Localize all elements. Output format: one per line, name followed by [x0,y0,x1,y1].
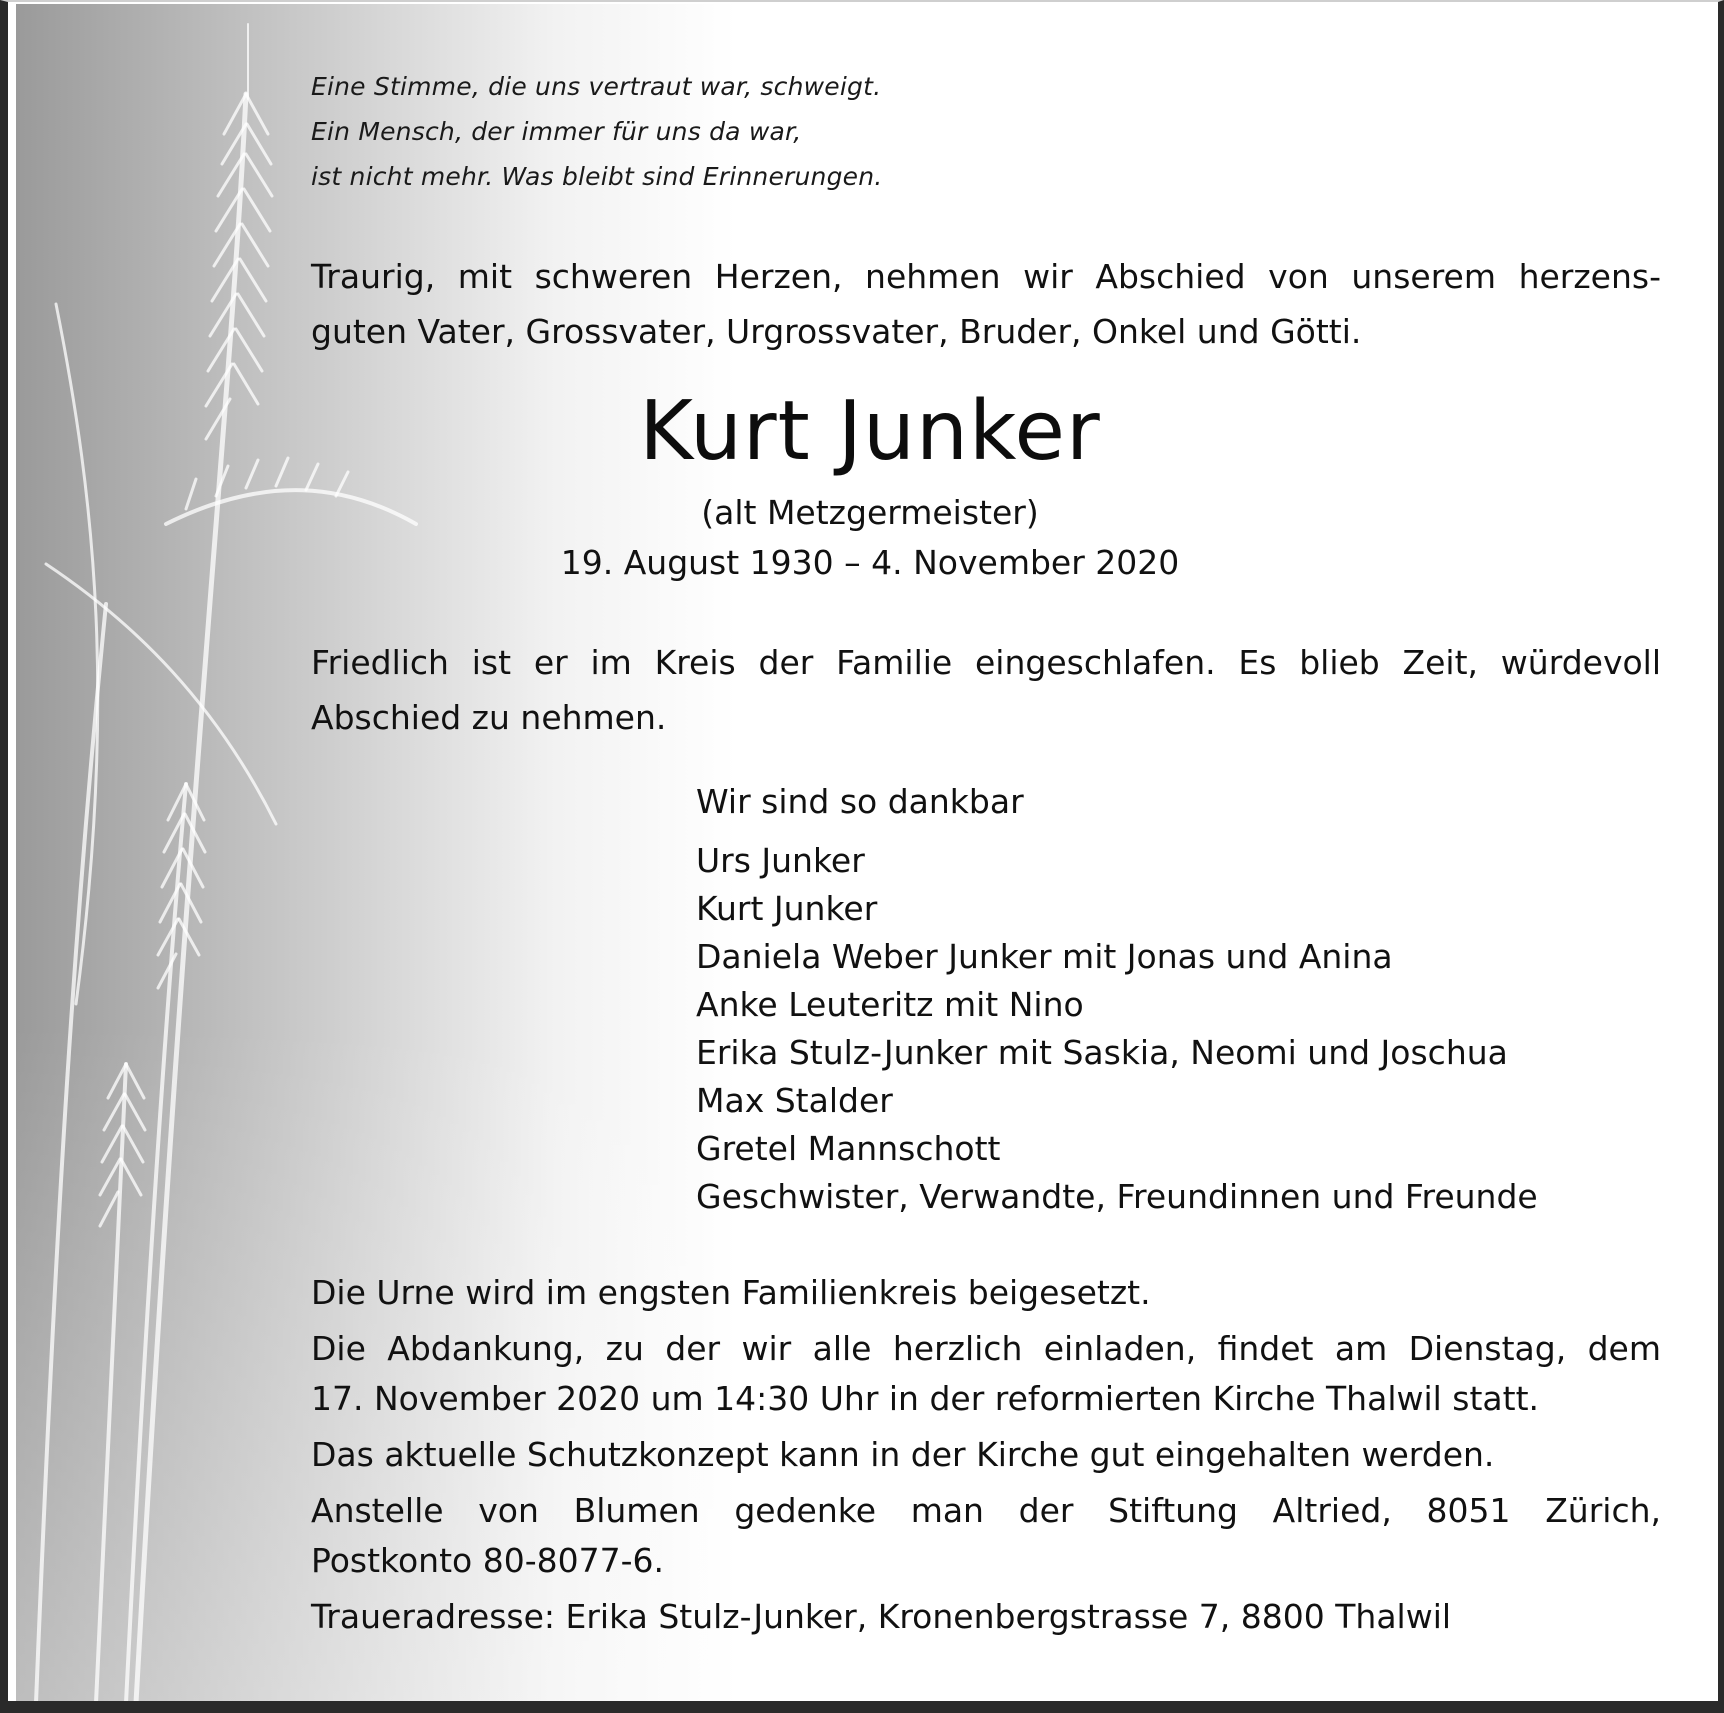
mourner-name: Max Stalder [696,1081,893,1120]
mourner-name: Daniela Weber Junker mit Jonas und Anina [696,937,1393,976]
donation-line: Anstelle von Blumen gedenke man der Stiftung Altried, 8051 Zürich, [311,1491,1661,1530]
deceased-name: Kurt Junker [639,384,1101,479]
ceremony-details [311,1268,1661,1648]
mourners-list [696,777,1538,1221]
mourners-lead: Wir sind so dankbar [696,782,1024,821]
mourner-name: Anke Leuteritz mit Nino [696,985,1084,1024]
memorial-verse-line: Ein Mensch, der immer für uns da war, [311,117,802,146]
protection-note: Das aktuelle Schutzkonzept kann in der Kirche gut eingehalten werden. [311,1435,1495,1474]
peaceful-line: Abschied zu nehmen. [311,698,667,737]
obituary-content [8,2,1724,1713]
life-dates: 19. August 1930 – 4. November 2020 [560,543,1180,582]
mourner-name: Erika Stulz-Junker mit Saskia, Neomi und Joschua [696,1033,1508,1072]
intro-line: guten Vater, Grossvater, Urgrossvater, Bruder, Onkel und Götti. [311,312,1362,351]
mourning-address: Traueradresse: Erika Stulz-Junker, Kronenbergstrasse 7, 8800 Thalwil [311,1597,1452,1636]
mourner-name: Gretel Mannschott [696,1129,1001,1168]
memorial-verse-line: ist nicht mehr. Was bleibt sind Erinnerungen. [311,162,883,191]
service-note [311,1324,1661,1424]
service-line: 17. November 2020 um 14:30 Uhr in der reformierten Kirche Thalwil statt. [311,1379,1540,1418]
intro-line: Traurig, mit schweren Herzen, nehmen wir Abschied von unserem herzens- [311,257,1661,296]
peaceful-line: Friedlich ist er im Kreis der Familie eingeschlafen. Es blieb Zeit, würdevoll [311,643,1661,682]
deceased-title: (alt Metzgermeister) [701,493,1039,532]
memorial-verse [311,64,882,199]
mourner-name: Kurt Junker [696,889,878,928]
mourner-name: Urs Junker [696,841,865,880]
memorial-verse-line: Eine Stimme, die uns vertraut war, schweigt. [311,72,882,101]
peaceful-paragraph [311,635,1661,745]
mourner-name: Geschwister, Verwandte, Freundinnen und Freunde [696,1177,1538,1216]
service-line: Die Abdankung, zu der wir alle herzlich einladen, findet am Dienstag, dem [311,1329,1661,1368]
urn-note: Die Urne wird im engsten Familienkreis beigesetzt. [311,1273,1151,1312]
donation-line: Postkonto 80-8077-6. [311,1541,664,1580]
intro-paragraph [311,249,1661,359]
donation-note [311,1486,1661,1586]
